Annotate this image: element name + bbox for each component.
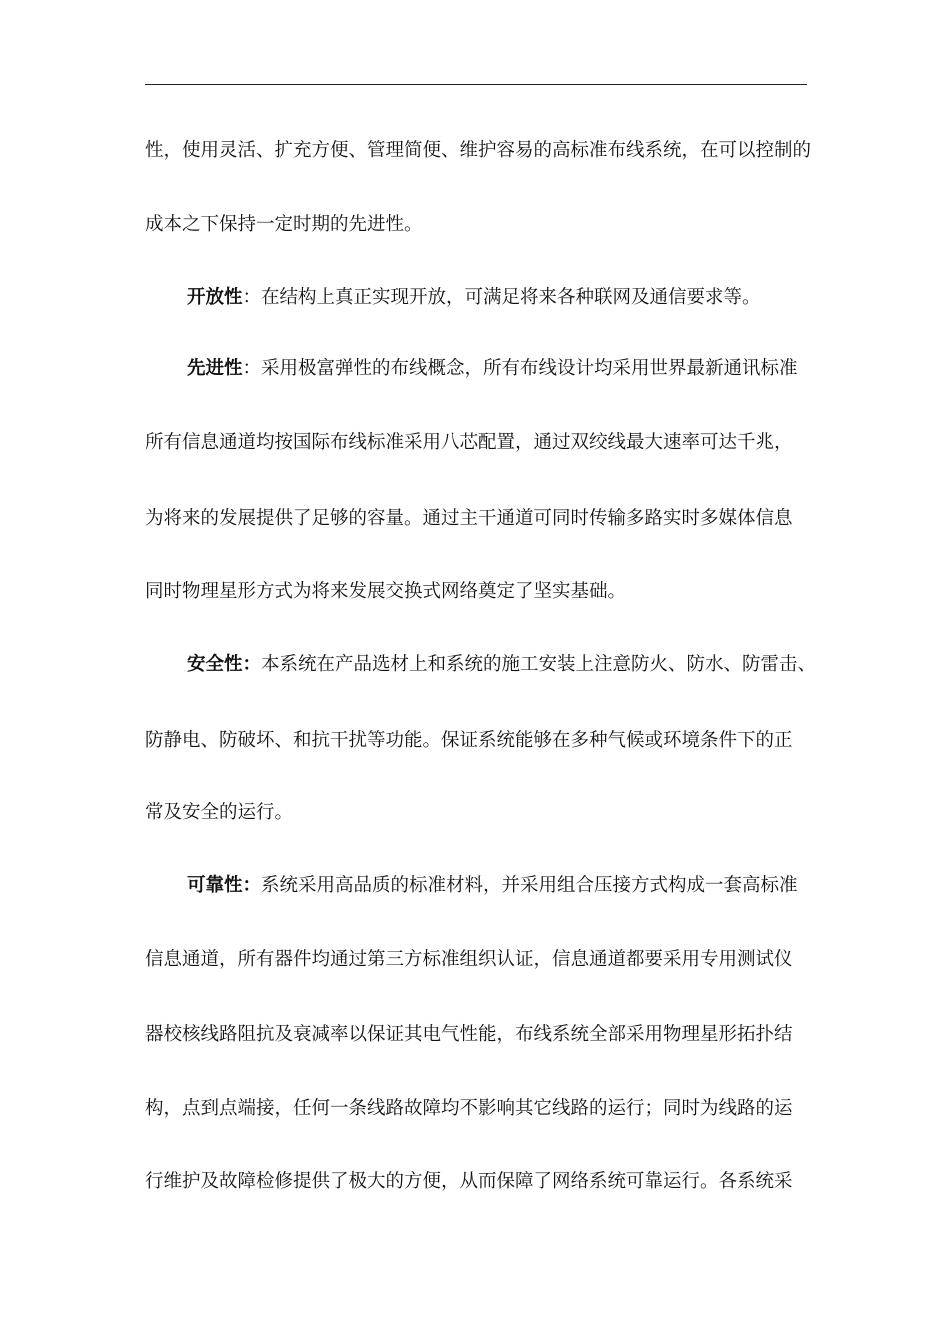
line-text: 所有信息通道均按国际布线标准采用八芯配置，通过双绞线最大速率可达千兆， [145,432,793,453]
line-text: ：采用极富弹性的布线概念，所有布线设计均采用世界最新通讯标准 [242,358,798,379]
keyword-security: 安全性： [187,654,262,675]
body-line-15 [145,1167,815,1197]
line-text: 防静电、防破坏、和抗干扰等功能。保证系统能够在多种气候或环境条件下的正 [145,730,793,751]
line-text: ：在结构上真正实现开放，可满足将来各种联网及通信要求等。 [242,287,761,308]
line-text: 为将来的发展提供了足够的容量。通过主干通道可同时传输多路实时多媒体信息 [145,508,793,529]
body-line-9 [145,726,815,756]
body-line-12 [145,945,815,975]
paragraph-security [187,650,817,680]
line-text: 成本之下保持一定时期的先进性。 [145,214,423,235]
line-text: 器校核线路阻抗及衰减率以保证其电气性能，布线系统全部采用物理星形拓扑结 [145,1024,793,1045]
line-text: 常及安全的运行。 [145,802,294,823]
body-line-14 [145,1094,815,1124]
body-line-1 [145,136,815,166]
body-line-7 [145,577,815,607]
line-text: 信息通道，所有器件均通过第三方标准组织认证，信息通道都要采用专用测试仪 [145,949,793,970]
paragraph-openness [187,283,817,313]
line-text: 性，使用灵活、扩充方便、管理简便、维护容易的高标准布线系统，在可以控制的 [145,140,812,161]
paragraph-advanced [187,354,817,384]
paragraph-reliability [187,871,817,901]
keyword-advanced: 先进性 [187,358,243,379]
header-rule [145,84,807,85]
keyword-reliability: 可靠性： [187,875,262,896]
line-text: 本系统在产品选材上和系统的施工安装上注意防火、防水、防雷击、 [261,654,817,675]
line-text: 构，点到点端接，任何一条线路故障均不影响其它线路的运行；同时为线路的运 [145,1098,793,1119]
line-text: 行维护及故障检修提供了极大的方便，从而保障了网络系统可靠运行。各系统采 [145,1171,793,1192]
line-text: 系统采用高品质的标准材料，并采用组合压接方式构成一套高标准 [261,875,798,896]
body-line-6 [145,504,815,534]
keyword-openness: 开放性 [187,287,243,308]
body-line-5 [145,428,815,458]
body-line-2 [145,210,815,240]
line-text: 同时物理星形方式为将来发展交换式网络奠定了坚实基础。 [145,581,627,602]
body-line-13 [145,1020,815,1050]
body-line-10 [145,798,815,828]
